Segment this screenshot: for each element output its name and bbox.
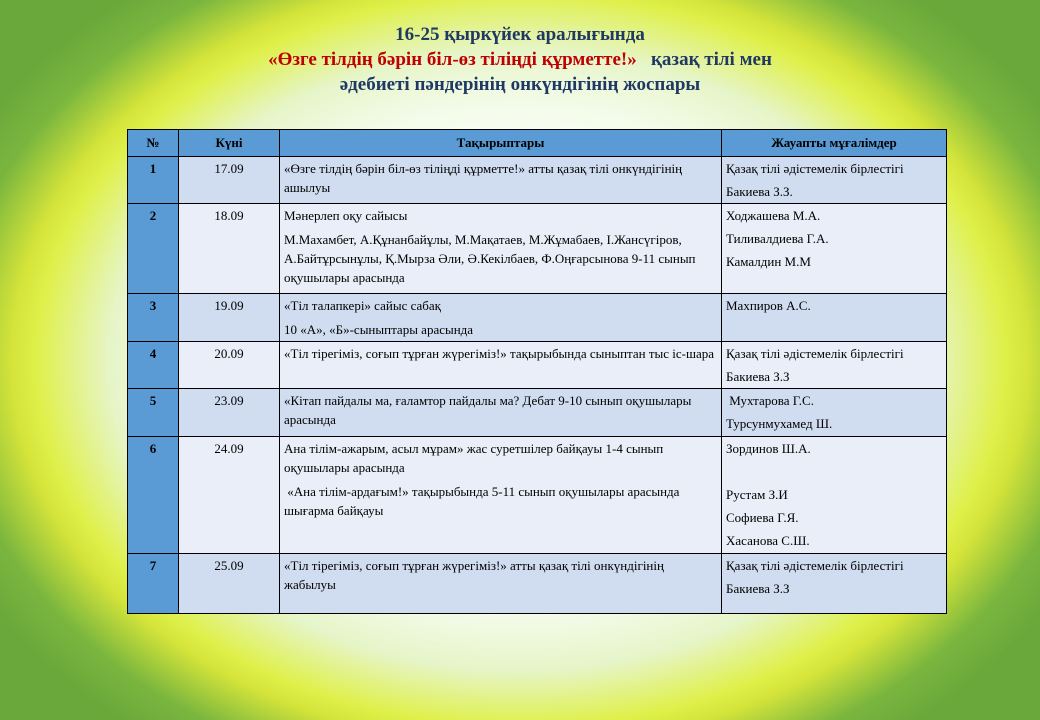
teacher-name: Камалдин М.М	[726, 254, 811, 269]
teacher-name: Қазақ тілі әдістемелік бірлестігі	[726, 346, 904, 361]
teacher-name: Тиливалдиева Г.А.	[726, 231, 829, 246]
topic-line: Мәнерлеп оқу сайысы	[284, 208, 408, 223]
row-number: 4	[128, 342, 179, 389]
row-topic	[280, 437, 722, 554]
table-row	[128, 157, 947, 204]
row-teachers	[722, 389, 947, 437]
table-header-row	[128, 130, 947, 157]
row-number: 2	[128, 204, 179, 294]
teacher-name: Ходжашева М.А.	[726, 208, 821, 223]
topic-line: М.Махамбет, А.Құнанбайұлы, М.Мақатаев, М.Жұмабаев, І.Жансүгіров, А.Байтұрсынұлы, Қ.Мырза Әли, Ә.Кекілбаев, Ф.Оңғарсынова 9-11 сынып оқушылары арасында	[284, 232, 699, 285]
row-teachers	[722, 554, 947, 614]
row-date: 20.09	[179, 342, 280, 389]
row-topic	[280, 157, 722, 204]
row-number: 5	[128, 389, 179, 437]
row-teachers	[722, 342, 947, 389]
topic-line: 10 «А», «Б»-сыныптары арасында	[284, 322, 474, 337]
teacher-name: Софиева Г.Я.	[726, 510, 799, 525]
header-date: Күні	[179, 130, 280, 157]
title-quote: «Өзге тілдің бәрін біл-өз тіліңді құрметте!»	[268, 49, 637, 70]
header-teachers: Жауапты мұғалімдер	[722, 130, 947, 157]
row-topic	[280, 554, 722, 614]
title-line-2-rest: қазақ тілі мен	[636, 49, 772, 70]
row-number: 3	[128, 294, 179, 342]
row-number: 7	[128, 554, 179, 614]
header-number: №	[128, 130, 179, 157]
table-row	[128, 204, 947, 294]
teacher-name: Зординов Ш.А.	[726, 441, 811, 456]
row-topic	[280, 389, 722, 437]
topic-line: «Тіл талапкері» сайыс сабақ	[284, 298, 441, 313]
page-title	[0, 22, 1040, 97]
row-date: 24.09	[179, 437, 280, 554]
header-topic: Тақырыптары	[280, 130, 722, 157]
table-row	[128, 554, 947, 614]
topic-line: «Тіл тірегіміз, соғып тұрған жүрегіміз!» атты қазақ тілі онкүндігінің жабылуы	[284, 558, 668, 592]
table-row	[128, 342, 947, 389]
topic-line: «Өзге тілдің бәрін біл-өз тіліңді құрметте!» атты қазақ тілі онкүндігінің ашылуы	[284, 161, 686, 195]
row-topic	[280, 294, 722, 342]
teacher-name: Мухтарова Г.С.	[726, 393, 814, 408]
topic-line: Ана тілім-ажарым, асыл мұрам» жас суретшілер байқауы 1-4 сынып оқушылары арасында	[284, 441, 667, 475]
row-teachers	[722, 437, 947, 554]
teacher-name: Турсунмухамед Ш.	[726, 416, 833, 431]
topic-line: «Ана тілім-ардағым!» тақырыбында 5-11 сынып оқушылары арасында шығарма байқауы	[284, 484, 686, 518]
teacher-name: Бакиева З.З	[726, 581, 790, 596]
table-row	[128, 389, 947, 437]
teacher-gap	[726, 462, 942, 481]
title-line-3: әдебиеті пәндерінің онкүндігінің жоспары	[339, 74, 701, 95]
schedule-table	[127, 129, 947, 614]
title-line-2	[0, 47, 1040, 72]
row-teachers	[722, 294, 947, 342]
row-date: 23.09	[179, 389, 280, 437]
row-number: 1	[128, 157, 179, 204]
row-topic	[280, 342, 722, 389]
row-topic	[280, 204, 722, 294]
row-teachers	[722, 157, 947, 204]
row-date: 17.09	[179, 157, 280, 204]
teacher-name: Махпиров А.С.	[726, 298, 811, 313]
teacher-name: Хасанова С.Ш.	[726, 533, 810, 548]
teacher-name: Бакиева З.З	[726, 369, 790, 384]
topic-line: «Тіл тірегіміз, соғып тұрған жүрегіміз!» тақырыбында сыныптан тыс іс-шара	[284, 346, 715, 361]
title-line-1: 16-25 қыркүйек аралығында	[395, 24, 645, 45]
row-date: 19.09	[179, 294, 280, 342]
teacher-name: Қазақ тілі әдістемелік бірлестігі	[726, 558, 904, 573]
row-number: 6	[128, 437, 179, 554]
topic-line: «Кітап пайдалы ма, ғаламтор пайдалы ма? Дебат 9-10 сынып оқушылары арасында	[284, 393, 695, 427]
row-date: 18.09	[179, 204, 280, 294]
table-row	[128, 437, 947, 554]
table-row	[128, 294, 947, 342]
row-teachers	[722, 204, 947, 294]
teacher-name: Рустам З.И	[726, 487, 788, 502]
row-date: 25.09	[179, 554, 280, 614]
teacher-name: Қазақ тілі әдістемелік бірлестігі	[726, 161, 904, 176]
teacher-name: Бакиева З.З.	[726, 184, 793, 199]
